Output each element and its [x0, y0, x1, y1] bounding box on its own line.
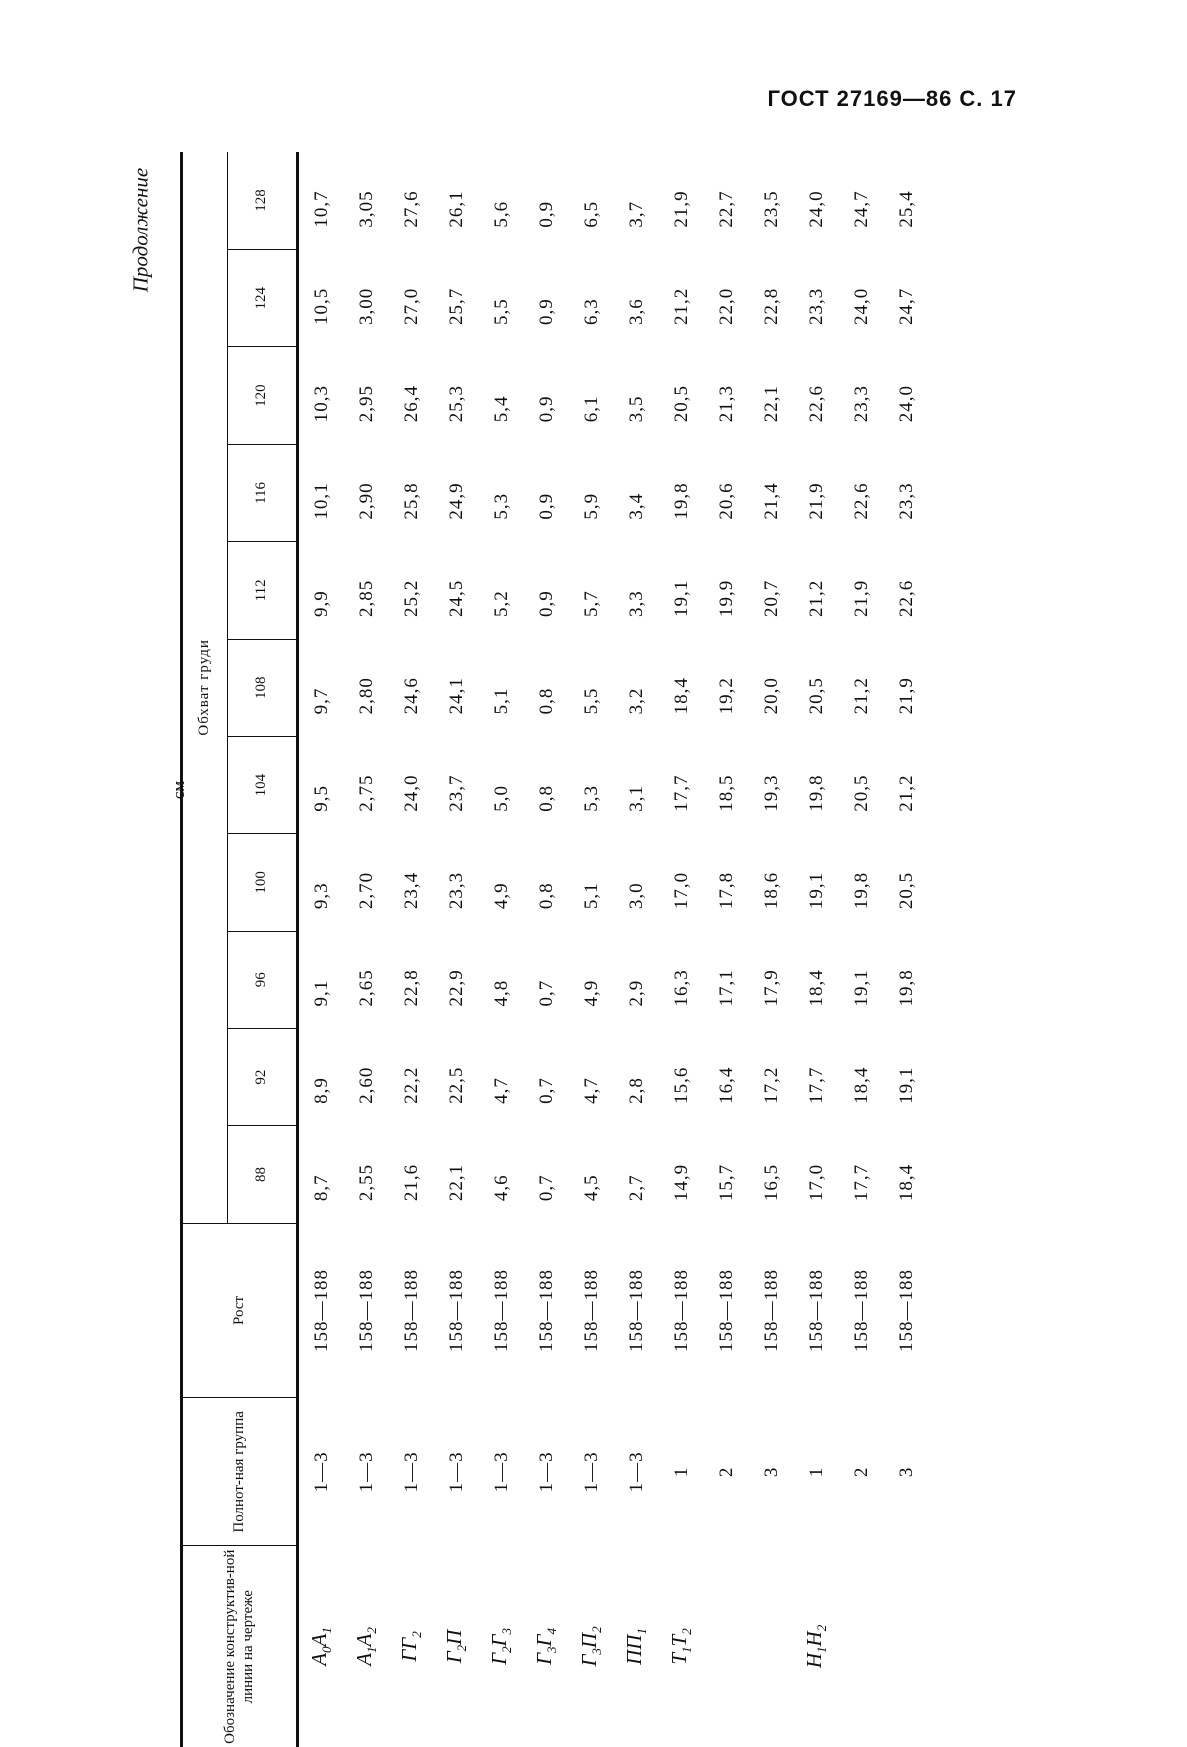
designation-cell — [614, 1546, 659, 1747]
value-cell: 10,1 — [310, 482, 332, 520]
designation-subscript: 3 — [544, 1646, 560, 1653]
value-cell: 24,0 — [850, 287, 872, 325]
value-cell: 10,7 — [310, 190, 332, 228]
value-cell: 25,4 — [895, 190, 917, 228]
group-cell: 1—3 — [535, 1451, 557, 1493]
table-row — [344, 152, 389, 1747]
group-cell: 1 — [670, 1466, 692, 1478]
value-cell: 0,7 — [535, 979, 557, 1007]
header-group: Полнот-ная группа — [182, 1398, 298, 1546]
value-cell: 4,9 — [490, 882, 512, 910]
value-cell: 0,7 — [535, 1174, 557, 1202]
group-cell: 1—3 — [445, 1451, 467, 1493]
value-cell: 3,6 — [625, 298, 647, 325]
table-row — [479, 152, 524, 1747]
designation-cell — [344, 1546, 389, 1747]
designation-cell — [569, 1546, 614, 1747]
value-cell: 3,5 — [625, 395, 647, 423]
value-cell: 24,7 — [895, 287, 917, 325]
value-cell: 18,5 — [715, 774, 737, 812]
value-cell: 23,3 — [445, 871, 467, 910]
value-cell: 0,8 — [535, 784, 557, 812]
value-cell: 16,5 — [760, 1163, 782, 1202]
value-cell: 0,9 — [535, 200, 557, 228]
value-cell: 14,9 — [670, 1163, 692, 1202]
table-row — [704, 152, 749, 1747]
value-cell: 22,2 — [400, 1066, 422, 1104]
group-cell: 1—3 — [490, 1451, 512, 1493]
designation-cell — [749, 1546, 794, 1747]
designation-cell — [479, 1546, 524, 1747]
value-cell: 2,9 — [625, 979, 647, 1007]
size-header-cell: 88 — [228, 1126, 298, 1223]
designation-letter: A — [352, 1633, 377, 1647]
group-cell: 1—3 — [580, 1451, 602, 1493]
value-cell: 23,5 — [760, 190, 782, 228]
designation-subscript: 1 — [634, 1628, 650, 1635]
value-cell: 17,2 — [760, 1066, 782, 1104]
value-cell: 19,3 — [760, 774, 782, 812]
size-header-cell: 108 — [228, 639, 298, 736]
value-cell: 6,3 — [580, 298, 602, 325]
table-row — [884, 152, 929, 1747]
value-cell: 19,8 — [805, 774, 827, 812]
value-cell: 23,3 — [850, 385, 872, 423]
size-header-cell: 128 — [228, 152, 298, 250]
designation-letter: Т — [667, 1634, 692, 1647]
designation-letter: Г — [532, 1634, 557, 1647]
value-cell: 18,4 — [850, 1066, 872, 1104]
table-row — [659, 152, 704, 1747]
value-cell: 3,05 — [355, 190, 377, 228]
value-cell: 25,7 — [445, 287, 467, 325]
value-cell: 2,85 — [355, 579, 377, 618]
value-cell: 3,4 — [625, 492, 647, 520]
table-row — [794, 152, 839, 1747]
designation-letter: Г — [397, 1649, 422, 1662]
value-cell: 0,9 — [535, 298, 557, 325]
header-chest-girth: Обхват груди — [182, 152, 228, 1223]
designation-letter: A — [307, 1652, 332, 1666]
designation-letter: Г — [532, 1652, 557, 1665]
measurements-table — [180, 152, 929, 1747]
value-cell: 21,4 — [760, 482, 782, 520]
value-cell: 19,1 — [895, 1066, 917, 1104]
designation-letter: A — [352, 1652, 377, 1666]
designation-subscript: 0 — [319, 1646, 335, 1653]
designation-letter: Г — [487, 1634, 512, 1647]
measurements-table-rotated — [180, 152, 1000, 1747]
value-cell: 2,75 — [355, 774, 377, 812]
value-cell: 20,5 — [895, 871, 917, 910]
height-cell: 158—188 — [625, 1268, 647, 1352]
value-cell: 21,2 — [805, 579, 827, 618]
value-cell: 5,4 — [490, 395, 512, 423]
header-designation: Обозначение конструктив-ной линии на чертеже — [182, 1546, 298, 1747]
value-cell: 17,0 — [670, 871, 692, 910]
value-cell: 23,3 — [895, 482, 917, 520]
group-cell: 2 — [850, 1466, 872, 1478]
value-cell: 22,1 — [760, 385, 782, 423]
value-cell: 4,9 — [580, 979, 602, 1007]
designation-subscript: 2 — [814, 1624, 830, 1632]
value-cell: 22,6 — [895, 579, 917, 618]
value-cell: 25,8 — [400, 482, 422, 520]
value-cell: 5,2 — [490, 590, 512, 618]
value-cell: 21,6 — [400, 1163, 422, 1202]
value-cell: 2,70 — [355, 871, 377, 910]
group-cell: 1 — [805, 1466, 827, 1478]
designation-letter: Г — [442, 1651, 467, 1664]
height-cell: 158—188 — [445, 1268, 467, 1352]
value-cell: 4,5 — [580, 1174, 602, 1202]
designation-subscript: 1 — [679, 1646, 695, 1653]
group-cell: 1—3 — [625, 1451, 647, 1493]
value-cell: 24,6 — [400, 677, 422, 715]
group-cell: 1—3 — [310, 1451, 332, 1493]
value-cell: 17,7 — [850, 1163, 872, 1202]
value-cell: 19,8 — [895, 969, 917, 1007]
value-cell: 15,6 — [670, 1066, 692, 1104]
value-cell: 27,0 — [400, 287, 422, 325]
value-cell: 9,7 — [310, 687, 332, 715]
designation-cell — [389, 1546, 434, 1747]
height-cell: 158—188 — [580, 1268, 602, 1352]
value-cell: 19,9 — [715, 579, 737, 618]
designation-letter: Н — [802, 1631, 827, 1647]
value-cell: 24,0 — [895, 385, 917, 423]
value-cell: 17,9 — [760, 969, 782, 1007]
value-cell: 22,8 — [760, 287, 782, 325]
value-cell: 16,4 — [715, 1066, 737, 1104]
value-cell: 2,55 — [355, 1163, 377, 1202]
table-body — [298, 152, 930, 1747]
value-cell: 3,1 — [625, 784, 647, 812]
group-cell: 2 — [715, 1466, 737, 1478]
table-row — [389, 152, 434, 1747]
value-cell: 5,5 — [580, 687, 602, 715]
value-cell: 24,0 — [805, 190, 827, 228]
size-header-cell: 120 — [228, 347, 298, 444]
value-cell: 5,0 — [490, 784, 512, 812]
value-cell: 20,5 — [670, 385, 692, 423]
table-row — [298, 152, 345, 1747]
value-cell: 3,00 — [355, 287, 377, 325]
value-cell: 20,0 — [760, 677, 782, 715]
value-cell: 19,8 — [850, 871, 872, 910]
value-cell: 9,9 — [310, 590, 332, 618]
designation-letter: П — [622, 1649, 647, 1665]
height-cell: 158—188 — [310, 1268, 332, 1352]
size-header-cell: 92 — [228, 1028, 298, 1125]
table-row — [524, 152, 569, 1747]
height-cell: 158—188 — [400, 1268, 422, 1352]
size-header-cell: 112 — [228, 542, 298, 639]
document-header: ГОСТ 27169—86 С. 17 — [767, 86, 1017, 111]
designation-letter: Т — [667, 1652, 692, 1665]
designation-cell — [434, 1546, 479, 1747]
value-cell: 21,9 — [670, 190, 692, 228]
designation-cell — [659, 1546, 704, 1747]
value-cell: 21,9 — [850, 579, 872, 618]
height-cell: 158—188 — [805, 1268, 827, 1352]
value-cell: 23,7 — [445, 774, 467, 812]
designation-subscript: 2 — [364, 1627, 380, 1634]
designation-letter: A — [307, 1633, 332, 1647]
value-cell: 21,9 — [805, 482, 827, 520]
designation-cell — [524, 1546, 569, 1747]
value-cell: 23,4 — [400, 871, 422, 910]
designation-letter: Г — [397, 1637, 422, 1650]
value-cell: 6,1 — [580, 395, 602, 423]
value-cell: 0,9 — [535, 395, 557, 423]
designation-subscript: 2 — [679, 1628, 695, 1635]
value-cell: 15,7 — [715, 1163, 737, 1202]
value-cell: 3,3 — [625, 590, 647, 618]
value-cell: 2,90 — [355, 482, 377, 520]
group-cell: 1—3 — [400, 1451, 422, 1493]
value-cell: 20,5 — [805, 677, 827, 715]
height-cell: 158—188 — [535, 1268, 557, 1352]
group-cell: 1—3 — [355, 1451, 377, 1493]
value-cell: 24,9 — [445, 482, 467, 520]
value-cell: 9,3 — [310, 882, 332, 910]
value-cell: 5,3 — [580, 784, 602, 812]
value-cell: 0,8 — [535, 882, 557, 910]
designation-cell — [794, 1546, 839, 1747]
size-header-cell: 104 — [228, 736, 298, 833]
table-row — [434, 152, 479, 1747]
value-cell: 6,5 — [580, 200, 602, 228]
designation-subscript: 2 — [589, 1626, 605, 1633]
group-cell: 3 — [760, 1466, 782, 1478]
value-cell: 5,7 — [580, 590, 602, 618]
value-cell: 16,3 — [670, 969, 692, 1007]
value-cell: 9,1 — [310, 979, 332, 1007]
designation-subscript: 4 — [544, 1628, 560, 1635]
designation-cell — [704, 1546, 749, 1747]
value-cell: 18,4 — [805, 969, 827, 1007]
value-cell: 17,7 — [670, 774, 692, 812]
designation-cell — [298, 1546, 345, 1747]
value-cell: 22,0 — [715, 287, 737, 325]
height-cell: 158—188 — [715, 1268, 737, 1352]
value-cell: 19,1 — [850, 969, 872, 1007]
value-cell: 0,8 — [535, 687, 557, 715]
continuation-note-text: Продолжение — [128, 167, 153, 293]
header-height: Рост — [182, 1223, 298, 1398]
value-cell: 21,9 — [895, 677, 917, 715]
height-cell: 158—188 — [670, 1268, 692, 1352]
value-cell: 4,7 — [490, 1077, 512, 1104]
value-cell: 21,2 — [670, 287, 692, 325]
value-cell: 21,2 — [850, 677, 872, 715]
designation-letter: Г — [577, 1654, 602, 1667]
value-cell: 21,3 — [715, 385, 737, 423]
size-header-cell: 96 — [228, 931, 298, 1028]
group-cell: 3 — [895, 1466, 917, 1478]
value-cell: 4,7 — [580, 1077, 602, 1104]
value-cell: 8,9 — [310, 1077, 332, 1104]
value-cell: 3,7 — [625, 200, 647, 228]
value-cell: 17,1 — [715, 969, 737, 1007]
value-cell: 19,2 — [715, 677, 737, 715]
value-cell: 2,95 — [355, 385, 377, 423]
designation-letter: П — [577, 1632, 602, 1649]
value-cell: 22,6 — [805, 385, 827, 423]
value-cell: 18,6 — [760, 871, 782, 910]
value-cell: 27,6 — [400, 190, 422, 228]
value-cell: 22,1 — [445, 1163, 467, 1202]
value-cell: 2,60 — [355, 1066, 377, 1104]
size-header-cell: 100 — [228, 834, 298, 931]
value-cell: 19,8 — [670, 482, 692, 520]
height-cell: 158—188 — [355, 1268, 377, 1352]
value-cell: 22,9 — [445, 969, 467, 1007]
table-row — [569, 152, 614, 1747]
designation-subscript: 2 — [454, 1644, 470, 1652]
value-cell: 22,8 — [400, 969, 422, 1007]
designation-subscript: 2 — [409, 1631, 425, 1638]
value-cell: 26,1 — [445, 190, 467, 228]
value-cell: 4,8 — [490, 979, 512, 1007]
value-cell: 17,0 — [805, 1163, 827, 1202]
size-header-cell: 124 — [228, 250, 298, 347]
designation-subscript: 2 — [499, 1646, 515, 1653]
value-cell: 20,7 — [760, 579, 782, 618]
height-cell: 158—188 — [850, 1268, 872, 1352]
value-cell: 2,8 — [625, 1077, 647, 1104]
value-cell: 20,5 — [850, 774, 872, 812]
value-cell: 24,1 — [445, 677, 467, 715]
size-header-cell: 116 — [228, 444, 298, 541]
designation-letter: П — [442, 1629, 467, 1645]
value-cell: 19,1 — [805, 871, 827, 910]
value-cell: 8,7 — [310, 1174, 332, 1202]
value-cell: 2,7 — [625, 1174, 647, 1202]
value-cell: 5,6 — [490, 200, 512, 228]
value-cell: 24,5 — [445, 579, 467, 618]
value-cell: 22,5 — [445, 1066, 467, 1104]
value-cell: 21,2 — [895, 774, 917, 812]
value-cell: 26,4 — [400, 385, 422, 423]
unit-label-text: см — [169, 780, 188, 800]
value-cell: 10,3 — [310, 385, 332, 423]
designation-subscript: 3 — [589, 1648, 605, 1655]
value-cell: 25,3 — [445, 385, 467, 423]
designation-cell — [884, 1546, 929, 1747]
designation-letter: Г — [487, 1652, 512, 1665]
value-cell: 17,8 — [715, 871, 737, 910]
height-cell: 158—188 — [760, 1268, 782, 1352]
value-cell: 0,9 — [535, 590, 557, 618]
designation-subscript: 3 — [499, 1628, 515, 1635]
table-row — [614, 152, 659, 1747]
table-row — [749, 152, 794, 1747]
value-cell: 3,0 — [625, 882, 647, 910]
designation-letter: П — [622, 1634, 647, 1650]
designation-subscript: 1 — [364, 1646, 380, 1653]
value-cell: 22,6 — [850, 482, 872, 520]
designation-subscript: 1 — [814, 1646, 830, 1653]
value-cell: 9,5 — [310, 784, 332, 812]
value-cell: 5,3 — [490, 492, 512, 520]
value-cell: 2,80 — [355, 677, 377, 715]
value-cell: 5,1 — [490, 687, 512, 715]
value-cell: 24,0 — [400, 774, 422, 812]
value-cell: 24,7 — [850, 190, 872, 228]
value-cell: 5,1 — [580, 882, 602, 910]
value-cell: 2,65 — [355, 969, 377, 1007]
value-cell: 0,7 — [535, 1077, 557, 1104]
continuation-note — [122, 130, 160, 330]
designation-letter: Н — [802, 1652, 827, 1669]
value-cell: 3,2 — [625, 687, 647, 715]
designation-cell — [839, 1546, 884, 1747]
table-row — [839, 152, 884, 1747]
value-cell: 23,3 — [805, 287, 827, 325]
value-cell: 10,5 — [310, 287, 332, 325]
value-cell: 17,7 — [805, 1066, 827, 1104]
value-cell: 25,2 — [400, 579, 422, 618]
value-cell: 5,5 — [490, 298, 512, 325]
value-cell: 5,9 — [580, 492, 602, 520]
value-cell: 19,1 — [670, 579, 692, 618]
value-cell: 4,6 — [490, 1174, 512, 1202]
value-cell: 22,7 — [715, 190, 737, 228]
value-cell: 0,9 — [535, 492, 557, 520]
value-cell: 18,4 — [670, 677, 692, 715]
designation-subscript: 1 — [319, 1627, 335, 1634]
height-cell: 158—188 — [895, 1268, 917, 1352]
value-cell: 20,6 — [715, 482, 737, 520]
height-cell: 158—188 — [490, 1268, 512, 1352]
value-cell: 18,4 — [895, 1163, 917, 1202]
